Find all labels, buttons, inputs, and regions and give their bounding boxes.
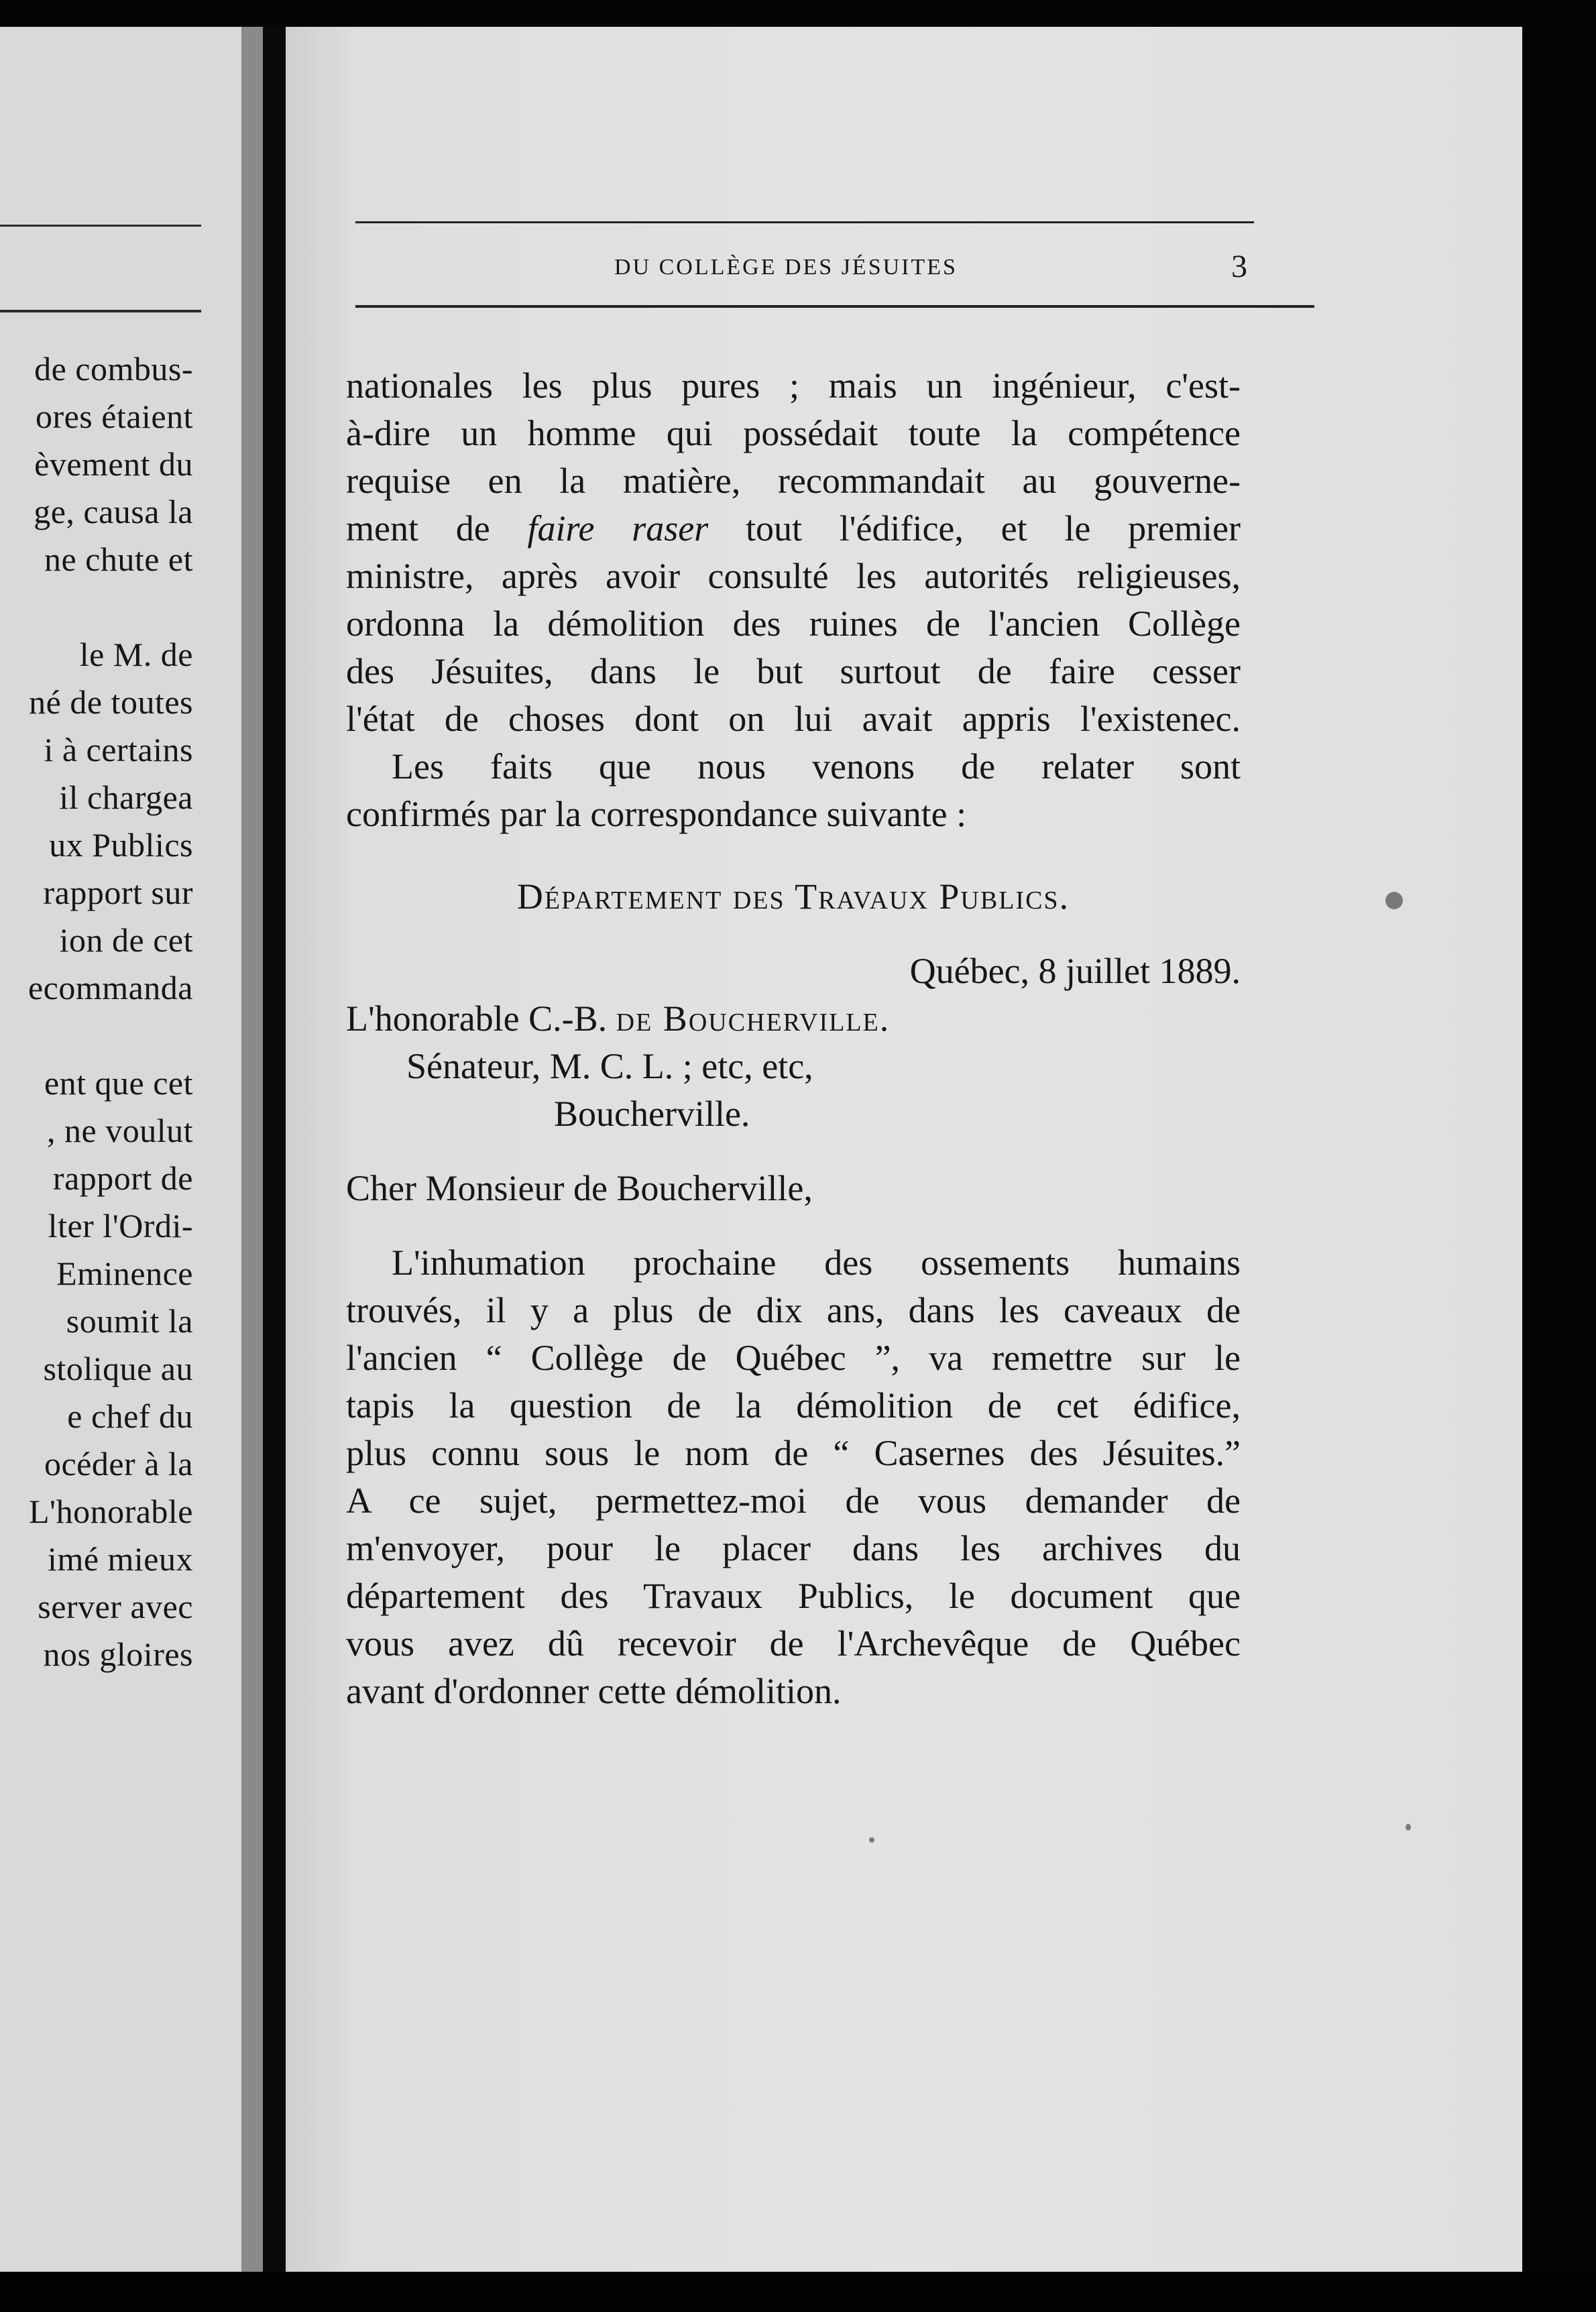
- left-text-line: L'honorable: [29, 1493, 193, 1530]
- left-text-line: Eminence: [56, 1255, 193, 1292]
- left-text-line: rapport de: [52, 1159, 193, 1197]
- left-text-line: ion de cet: [59, 921, 193, 959]
- left-text-line: ge, causa la: [34, 493, 193, 530]
- scan-blemish: [869, 1837, 874, 1843]
- text-line: vous avez dû recevoir de l'Archevêque de Québec: [346, 1623, 1241, 1664]
- blank-line: [28, 583, 193, 631]
- left-text-line: ent que cet: [44, 1064, 193, 1102]
- header-rule-top: [355, 221, 1254, 223]
- italic-phrase: faire raser: [527, 508, 709, 548]
- page-edge: [241, 27, 263, 2293]
- left-text-line: océder à la: [44, 1445, 193, 1483]
- text-span: ment de: [346, 508, 490, 548]
- text-line: A ce sujet, permettez-moi de vous demander de: [346, 1481, 1241, 1521]
- scan-border-right: [1522, 0, 1596, 2312]
- left-text-line: le M. de: [79, 636, 193, 673]
- letter-place-date: Québec, 8 juillet 1889.: [909, 951, 1241, 991]
- text-line: à-dire un homme qui possédait toute la compétence: [346, 413, 1241, 453]
- text-line: [346, 505, 1241, 553]
- text-line: ordonna la démolition des ruines de l'ancien Collège: [346, 603, 1241, 644]
- left-text-line: e chef du: [67, 1397, 193, 1435]
- letter-address-line-1: [346, 995, 1241, 1043]
- left-text-line: i à certains: [44, 731, 193, 768]
- main-page: [286, 27, 1522, 2293]
- left-text-line: stolique au: [43, 1350, 193, 1387]
- text-line: ministre, après avoir consulté les autorités religieuses,: [346, 556, 1241, 596]
- text-line: m'envoyer, pour le placer dans les archives du: [346, 1528, 1241, 1568]
- letter-heading: Département des Travaux Publics.: [516, 876, 1070, 917]
- text-line: des Jésuites, dans le but surtout de faire cesser: [346, 651, 1241, 691]
- left-text-line: ores étaient: [35, 398, 193, 435]
- text-line: l'ancien “ Collège de Québec ”, va remettre sur le: [346, 1338, 1241, 1378]
- text-line: plus connu sous le nom de “ Casernes des Jésuites.”: [346, 1433, 1241, 1473]
- blank-line: [28, 1012, 193, 1059]
- text-line: avant d'ordonner cette démolition.: [346, 1671, 842, 1711]
- facing-page-left: [0, 27, 241, 2293]
- body-text: [346, 362, 1241, 1715]
- left-text-line: soumit la: [66, 1302, 193, 1340]
- scan-border-bottom: [0, 2272, 1596, 2312]
- left-text-line: èvement du: [34, 445, 193, 483]
- running-head: DU COLLÈGE DES JÉSUITES: [614, 255, 958, 280]
- addressee-surname: de Boucherville.: [616, 998, 891, 1039]
- left-header-rule-top: [0, 225, 201, 227]
- addressee-name: L'honorable C.-B.: [346, 998, 608, 1039]
- left-text-line: lter l'Ordi-: [48, 1207, 193, 1245]
- left-text-line: server avec: [38, 1588, 193, 1625]
- book-gutter: [263, 27, 286, 2293]
- left-text-line: né de toutes: [29, 683, 193, 721]
- left-text-line: ecommanda: [27, 969, 193, 1006]
- page-number: 3: [1231, 249, 1247, 284]
- scan-blemish: [1406, 1824, 1411, 1831]
- text-line: département des Travaux Publics, le document que: [346, 1576, 1241, 1616]
- left-text-line: imé mieux: [48, 1540, 193, 1578]
- text-line: Les faits que nous venons de relater sont: [392, 746, 1241, 787]
- scan-blemish: [1385, 892, 1403, 909]
- left-text-line: rapport sur: [43, 874, 193, 911]
- text-line: L'inhumation prochaine des ossements humains: [392, 1242, 1241, 1283]
- text-line: tapis la question de la démolition de cet édifice,: [346, 1385, 1241, 1426]
- left-text-line: ne chute et: [44, 540, 193, 578]
- left-page-text: [28, 345, 193, 1678]
- text-line: confirmés par la correspondance suivante :: [346, 794, 967, 834]
- text-line: requise en la matière, recommandait au gouverne-: [346, 461, 1241, 501]
- left-text-line: il chargea: [59, 778, 193, 816]
- left-text-line: nos gloires: [43, 1635, 193, 1673]
- left-header-rule-bottom: [0, 310, 201, 312]
- text-line: l'état de choses dont on lui avait appris l'existenec.: [346, 699, 1241, 739]
- text-line: trouvés, il y a plus de dix ans, dans les caveaux de: [346, 1290, 1241, 1330]
- letter-address-line-3: Boucherville.: [554, 1094, 750, 1134]
- left-text-line: ux Publics: [49, 826, 193, 864]
- left-text-line: , ne voulut: [47, 1112, 193, 1149]
- header-rule-bottom: [355, 305, 1314, 308]
- text-line: nationales les plus pures ; mais un ingénieur, c'est-: [346, 365, 1241, 406]
- left-text-line: de combus-: [34, 350, 193, 388]
- letter-address-line-2: Sénateur, M. C. L. ; etc, etc,: [406, 1046, 813, 1086]
- text-span: tout l'édifice, et le premier: [746, 508, 1241, 548]
- letter-salutation: Cher Monsieur de Boucherville,: [346, 1168, 813, 1208]
